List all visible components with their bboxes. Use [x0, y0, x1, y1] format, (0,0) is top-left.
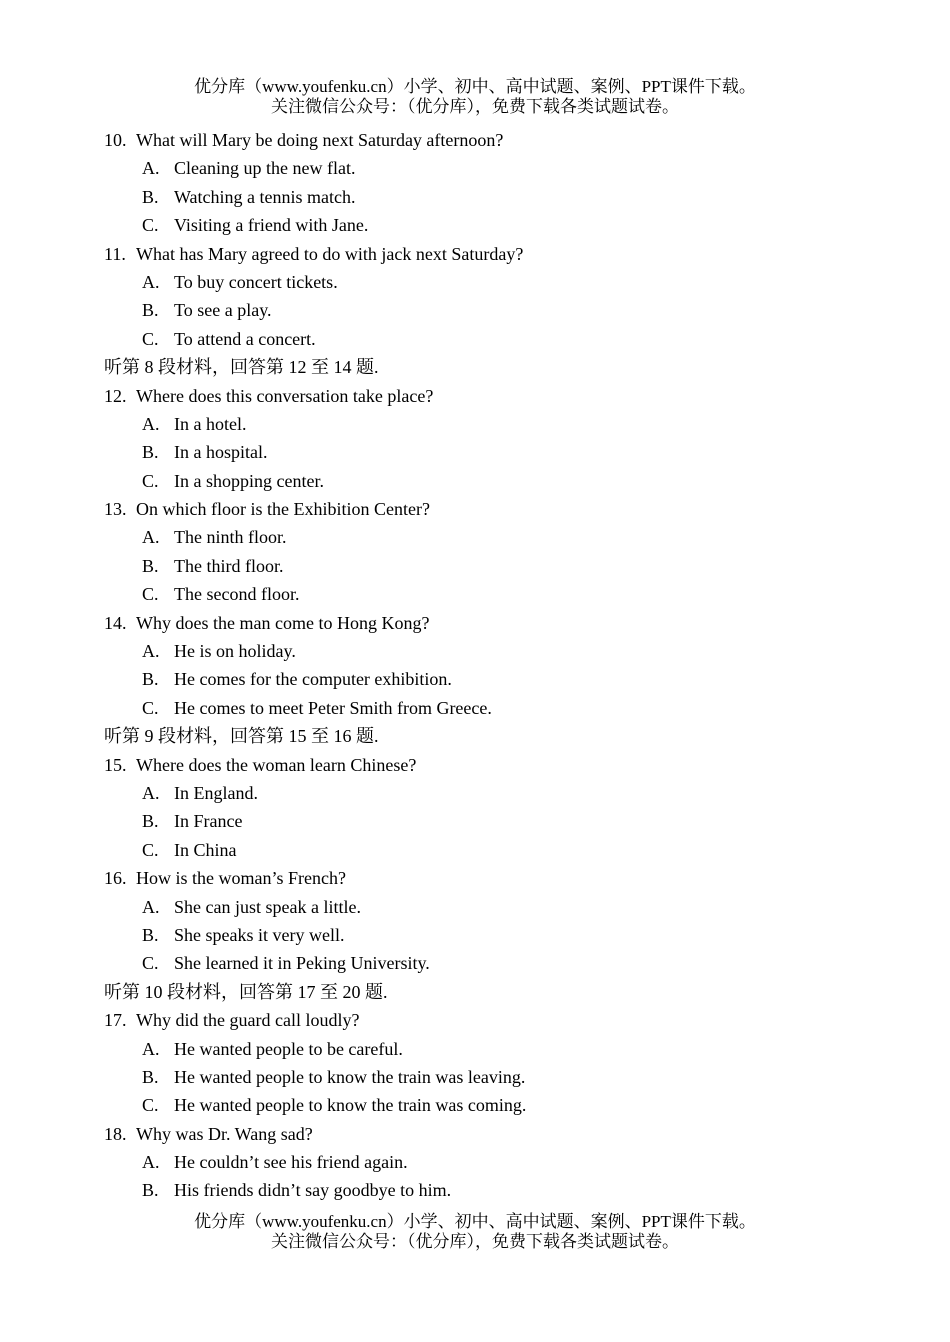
answer-option — [104, 694, 904, 722]
option-text: He comes for the computer exhibition. — [174, 669, 452, 690]
answer-option — [104, 921, 904, 949]
option-text: He wanted people to know the train was coming. — [174, 1095, 527, 1116]
question — [104, 126, 904, 154]
footer-line-1: 优分库（www.youfenku.cn）小学、初中、高中试题、案例、PPT课件下载。 — [194, 1212, 756, 1231]
header-line-2: 关注微信公众号：（优分库），免费下载各类试题试卷。 — [271, 97, 679, 116]
option-letter: A. — [142, 158, 160, 179]
option-letter: C. — [142, 953, 159, 974]
page-footer — [0, 1212, 950, 1252]
answer-option — [104, 637, 904, 665]
option-letter: B. — [142, 1180, 159, 1201]
question-text: Where does this conversation take place? — [136, 385, 434, 406]
footer-line-2: 关注微信公众号：（优分库），免费下载各类试题试卷。 — [271, 1232, 679, 1251]
option-text: He is on holiday. — [174, 641, 296, 662]
question — [104, 1120, 904, 1148]
option-text: In a hospital. — [174, 442, 268, 463]
option-text: She learned it in Peking University. — [174, 953, 430, 974]
answer-option — [104, 154, 904, 182]
answer-option — [104, 410, 904, 438]
answer-option — [104, 523, 904, 551]
answer-option — [104, 665, 904, 693]
question — [104, 751, 904, 779]
option-letter: B. — [142, 442, 159, 463]
answer-option — [104, 836, 904, 864]
answer-option — [104, 807, 904, 835]
answer-option — [104, 552, 904, 580]
option-text: He couldn’t see his friend again. — [174, 1152, 408, 1173]
answer-option — [104, 949, 904, 977]
question-list — [104, 126, 904, 1205]
option-letter: B. — [142, 669, 159, 690]
option-letter: B. — [142, 1066, 159, 1087]
answer-option — [104, 1063, 904, 1091]
question — [104, 1006, 904, 1034]
answer-option — [104, 779, 904, 807]
question-text: Why does the man come to Hong Kong? — [136, 612, 430, 633]
option-text: To buy concert tickets. — [174, 271, 338, 292]
option-text: Watching a tennis match. — [174, 186, 356, 207]
question-number: 17. — [104, 1010, 127, 1031]
option-letter: B. — [142, 186, 159, 207]
option-text: Visiting a friend with Jane. — [174, 215, 369, 236]
option-letter: B. — [142, 811, 159, 832]
question-number: 11. — [104, 243, 126, 264]
question — [104, 382, 904, 410]
option-letter: A. — [142, 271, 160, 292]
section-instruction: 听第 8 段材料，回答第 12 至 14 题. — [104, 357, 379, 378]
answer-option — [104, 438, 904, 466]
question-text: Why did the guard call loudly? — [136, 1010, 360, 1031]
option-text: His friends didn’t say goodbye to him. — [174, 1180, 452, 1201]
answer-option — [104, 467, 904, 495]
option-letter: C. — [142, 215, 159, 236]
question-text: What has Mary agreed to do with jack next Saturday? — [136, 243, 524, 264]
option-letter: C. — [142, 697, 159, 718]
option-text: Cleaning up the new flat. — [174, 158, 356, 179]
section-instruction: 听第 9 段材料，回答第 15 至 16 题. — [104, 726, 379, 747]
answer-option — [104, 1035, 904, 1063]
option-letter: A. — [142, 641, 160, 662]
answer-option — [104, 1148, 904, 1176]
option-letter: A. — [142, 413, 160, 434]
option-text: To see a play. — [174, 300, 272, 321]
question-number: 12. — [104, 385, 127, 406]
option-letter: B. — [142, 924, 159, 945]
page-header — [0, 77, 950, 117]
option-text: She speaks it very well. — [174, 924, 345, 945]
option-letter: B. — [142, 555, 159, 576]
question — [104, 495, 904, 523]
option-text: In England. — [174, 782, 258, 803]
question-text: On which floor is the Exhibition Center? — [136, 499, 430, 520]
option-letter: C. — [142, 1095, 159, 1116]
answer-option — [104, 296, 904, 324]
option-text: The ninth floor. — [174, 527, 287, 548]
section-instruction: 听第 10 段材料，回答第 17 至 20 题. — [104, 981, 388, 1002]
option-letter: B. — [142, 300, 159, 321]
question-text: How is the woman’s French? — [136, 868, 346, 889]
option-text: The second floor. — [174, 584, 300, 605]
option-text: The third floor. — [174, 555, 284, 576]
answer-option — [104, 325, 904, 353]
question-number: 10. — [104, 130, 127, 150]
option-text: She can just speak a little. — [174, 896, 361, 917]
question — [104, 609, 904, 637]
option-text: He wanted people to be careful. — [174, 1038, 403, 1059]
answer-option — [104, 183, 904, 211]
answer-option — [104, 1091, 904, 1119]
answer-option — [104, 893, 904, 921]
option-letter: A. — [142, 1038, 160, 1059]
option-letter: A. — [142, 896, 160, 917]
option-letter: A. — [142, 782, 160, 803]
answer-option — [104, 268, 904, 296]
question-number: 14. — [104, 612, 127, 633]
answer-option — [104, 211, 904, 239]
option-letter: A. — [142, 527, 160, 548]
question-number: 13. — [104, 499, 127, 520]
question-text: What will Mary be doing next Saturday afternoon? — [136, 130, 504, 150]
option-letter: C. — [142, 470, 159, 491]
answer-option — [104, 580, 904, 608]
option-text: In France — [174, 811, 243, 832]
question-number: 18. — [104, 1123, 127, 1144]
question-text: Where does the woman learn Chinese? — [136, 754, 417, 775]
option-letter: A. — [142, 1152, 160, 1173]
header-line-1: 优分库（www.youfenku.cn）小学、初中、高中试题、案例、PPT课件下载。 — [194, 77, 756, 96]
question-number: 15. — [104, 754, 127, 775]
option-text: To attend a concert. — [174, 328, 316, 349]
question-text: Why was Dr. Wang sad? — [136, 1123, 313, 1144]
option-text: He comes to meet Peter Smith from Greece. — [174, 697, 492, 718]
option-text: In China — [174, 839, 237, 860]
answer-option — [104, 1176, 904, 1204]
option-letter: C. — [142, 584, 159, 605]
question — [104, 240, 904, 268]
option-text: He wanted people to know the train was leaving. — [174, 1066, 526, 1087]
question — [104, 864, 904, 892]
option-text: In a shopping center. — [174, 470, 324, 491]
option-text: In a hotel. — [174, 413, 247, 434]
option-letter: C. — [142, 839, 159, 860]
option-letter: C. — [142, 328, 159, 349]
question-number: 16. — [104, 868, 127, 889]
